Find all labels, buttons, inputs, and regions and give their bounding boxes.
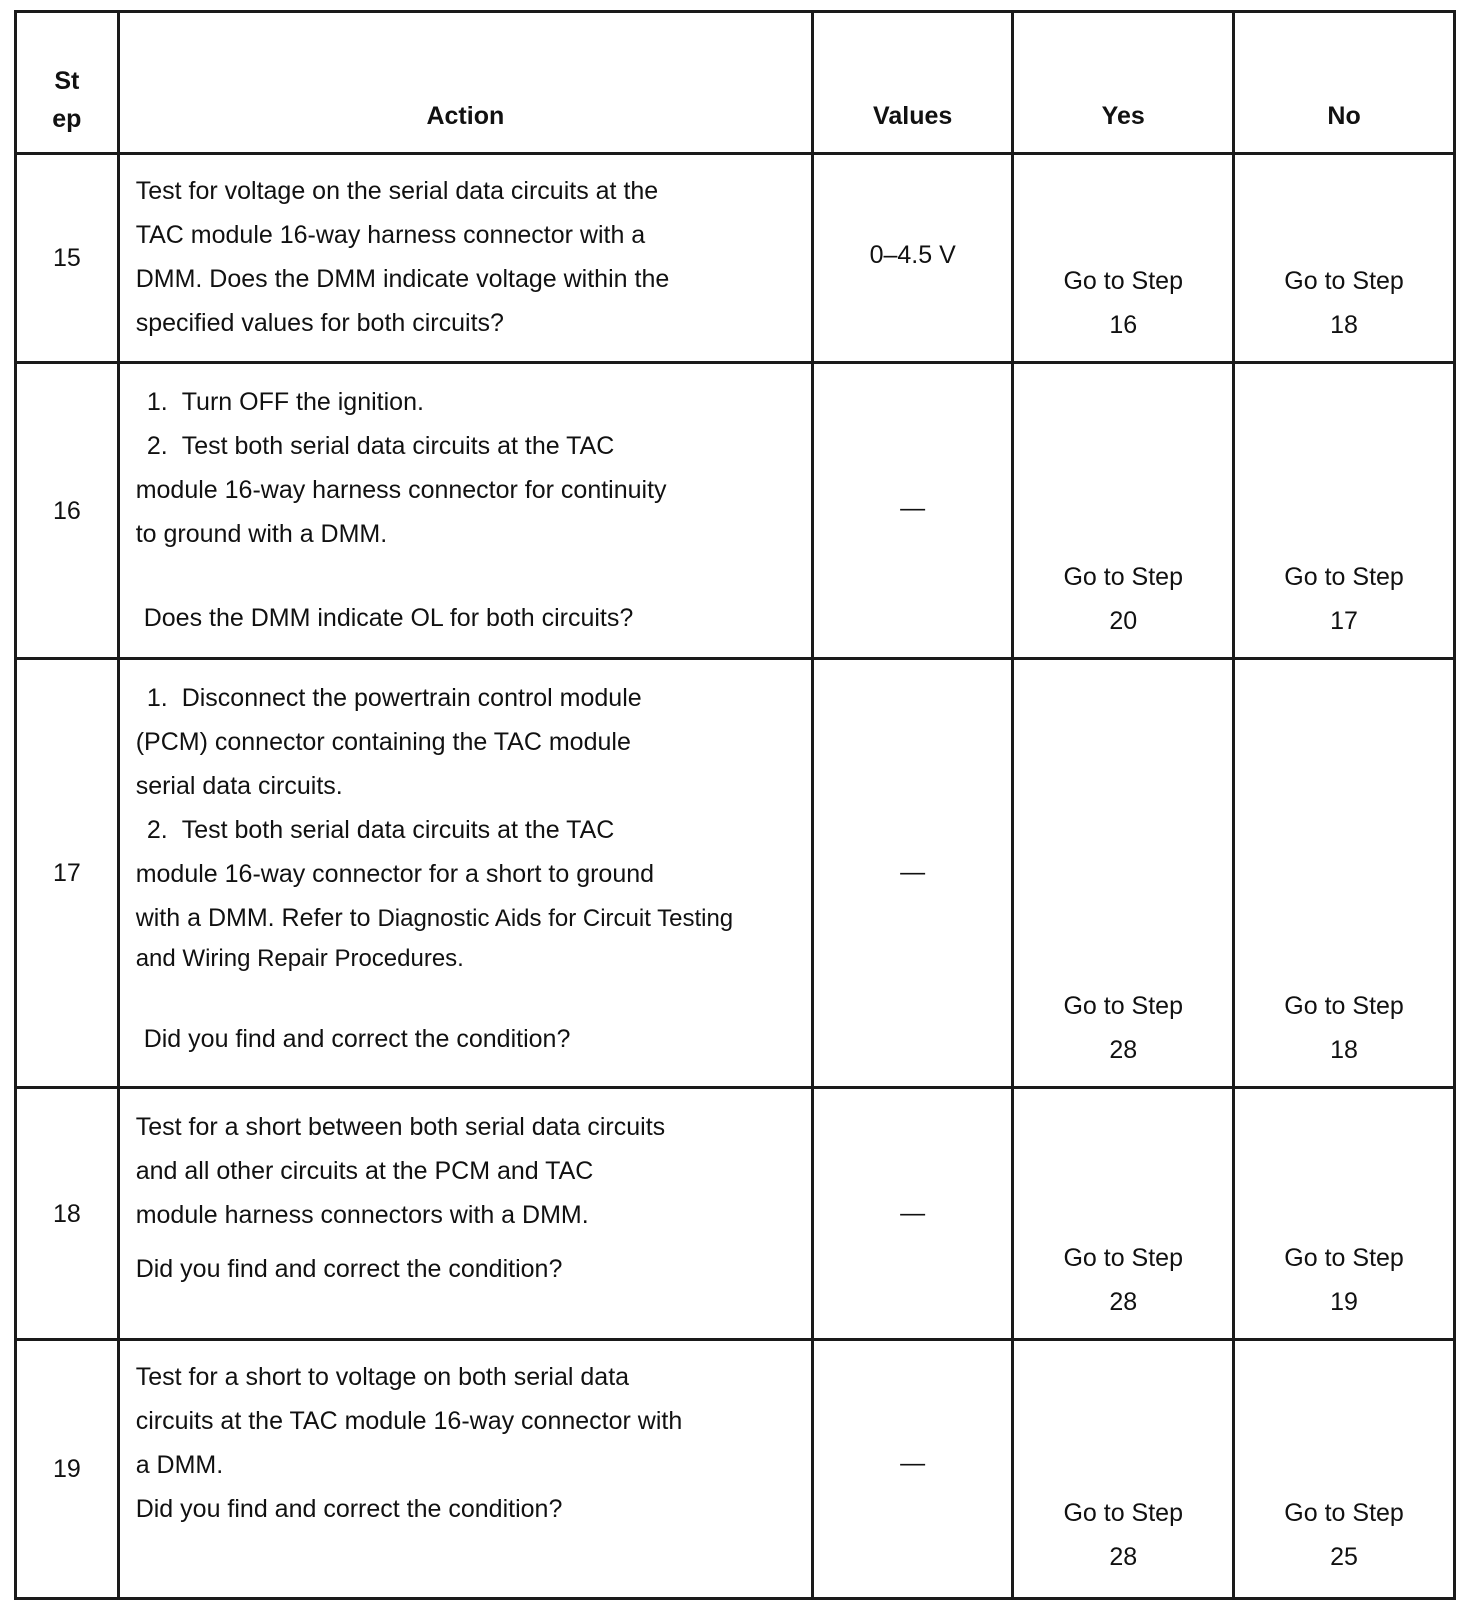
no-step: 25 bbox=[1330, 1543, 1358, 1571]
no-label: Go to Step bbox=[1284, 1499, 1404, 1527]
diagnostic-table bbox=[14, 10, 1456, 1600]
action-cell bbox=[118, 154, 812, 363]
yes-cell bbox=[1013, 1340, 1234, 1599]
action-cell bbox=[118, 658, 812, 1087]
no-label: Go to Step bbox=[1284, 991, 1404, 1020]
action-line: circuits at the TAC module 16-way connector with bbox=[135, 1407, 683, 1436]
action-line: to ground with a DMM. bbox=[135, 520, 388, 549]
yes-cell bbox=[1013, 1087, 1234, 1339]
action-line: module harness connectors with a DMM. bbox=[135, 1200, 589, 1229]
numbered-item bbox=[136, 808, 809, 852]
action-line: Test for a short between both serial data circuits bbox=[135, 1112, 666, 1141]
yes-step: 16 bbox=[1109, 311, 1138, 340]
action-line: a DMM. bbox=[135, 1451, 224, 1480]
yes-step: 20 bbox=[1109, 606, 1138, 635]
item-number: 1. bbox=[146, 388, 168, 417]
yes-label: Go to Step bbox=[1063, 562, 1183, 591]
action-line: serial data circuits. bbox=[135, 771, 343, 800]
numbered-item bbox=[136, 424, 803, 468]
action-line: Test for voltage on the serial data circuits at the bbox=[135, 177, 659, 205]
no-step: 18 bbox=[1330, 311, 1358, 340]
step-number: 19 bbox=[16, 1340, 119, 1599]
item-text: Test both serial data circuits at the TAC bbox=[181, 815, 615, 844]
item-number: 2. bbox=[146, 815, 168, 844]
table-row bbox=[16, 154, 1455, 363]
action-line: and all other circuits at the PCM and TAC bbox=[135, 1156, 594, 1185]
no-step: 19 bbox=[1330, 1288, 1358, 1317]
step-number: 17 bbox=[16, 658, 119, 1087]
no-cell bbox=[1234, 658, 1455, 1087]
action-cell bbox=[118, 363, 812, 659]
numbered-item bbox=[136, 676, 809, 720]
value-cell: — bbox=[813, 658, 1013, 1087]
table-row bbox=[16, 1340, 1455, 1599]
action-line: Test for a short to voltage on both serial data bbox=[135, 1363, 630, 1392]
question-text: Did you find and correct the condition? bbox=[135, 1495, 563, 1524]
yes-step: 28 bbox=[1109, 1543, 1138, 1571]
header-values: Values bbox=[813, 12, 1013, 154]
header-step-line-2: ep bbox=[52, 105, 82, 133]
value-cell: 0–4.5 V bbox=[813, 154, 1013, 363]
item-number: 2. bbox=[146, 432, 168, 461]
no-label: Go to Step bbox=[1284, 1244, 1404, 1273]
table-row bbox=[16, 363, 1455, 659]
header-yes: Yes bbox=[1013, 12, 1234, 154]
yes-step: 28 bbox=[1109, 1035, 1138, 1064]
yes-cell bbox=[1013, 363, 1234, 659]
step-number: 16 bbox=[16, 363, 119, 659]
step-number: 18 bbox=[16, 1087, 119, 1339]
yes-label: Go to Step bbox=[1063, 991, 1183, 1020]
table-row bbox=[16, 658, 1455, 1087]
item-text: Disconnect the powertrain control module bbox=[181, 683, 642, 712]
yes-cell bbox=[1013, 658, 1234, 1087]
header-step bbox=[16, 12, 119, 154]
value-cell: — bbox=[813, 1087, 1013, 1339]
question-text: Does the DMM indicate OL for both circuits? bbox=[143, 604, 634, 633]
no-step: 18 bbox=[1330, 1035, 1358, 1064]
reference-line bbox=[136, 896, 809, 941]
yes-label: Go to Step bbox=[1063, 267, 1183, 296]
header-no: No bbox=[1234, 12, 1455, 154]
no-label: Go to Step bbox=[1284, 562, 1404, 591]
action-line: specified values for both circuits? bbox=[135, 309, 504, 337]
item-number: 1. bbox=[146, 683, 168, 712]
action-line: TAC module 16-way harness connector with a bbox=[135, 221, 646, 249]
no-cell bbox=[1234, 154, 1455, 363]
yes-label: Go to Step bbox=[1063, 1244, 1183, 1273]
no-cell bbox=[1234, 1340, 1455, 1599]
action-cell bbox=[118, 1087, 812, 1339]
question-text: Did you find and correct the condition? bbox=[143, 1024, 571, 1053]
yes-step: 28 bbox=[1109, 1288, 1138, 1317]
question-text: Did you find and correct the condition? bbox=[135, 1254, 563, 1283]
header-action: Action bbox=[118, 12, 812, 154]
yes-cell bbox=[1013, 154, 1234, 363]
value-cell: — bbox=[813, 363, 1013, 659]
item-text: Turn OFF the ignition. bbox=[181, 388, 424, 417]
table-row bbox=[16, 1087, 1455, 1339]
action-line: module 16-way connector for a short to ground bbox=[135, 859, 655, 888]
item-text: Test both serial data circuits at the TAC bbox=[181, 432, 615, 461]
action-line: module 16-way harness connector for continuity bbox=[135, 476, 667, 505]
value-cell: — bbox=[813, 1340, 1013, 1599]
no-label: Go to Step bbox=[1284, 267, 1404, 296]
reference-link[interactable]: Diagnostic Aids for Circuit Testing bbox=[377, 904, 734, 932]
action-cell bbox=[118, 1340, 812, 1599]
reference-text: with a DMM. Refer to bbox=[135, 903, 371, 932]
reference-link-continued[interactable]: and Wiring Repair Procedures. bbox=[135, 944, 464, 972]
step-number: 15 bbox=[16, 154, 119, 363]
numbered-item bbox=[136, 380, 803, 424]
header-row bbox=[16, 12, 1455, 154]
yes-label: Go to Step bbox=[1063, 1499, 1183, 1527]
action-line: (PCM) connector containing the TAC module bbox=[135, 727, 631, 756]
no-step: 17 bbox=[1330, 606, 1358, 635]
header-step-line-1: St bbox=[54, 67, 80, 95]
no-cell bbox=[1234, 363, 1455, 659]
action-line: DMM. Does the DMM indicate voltage within the bbox=[135, 265, 670, 293]
no-cell bbox=[1234, 1087, 1455, 1339]
